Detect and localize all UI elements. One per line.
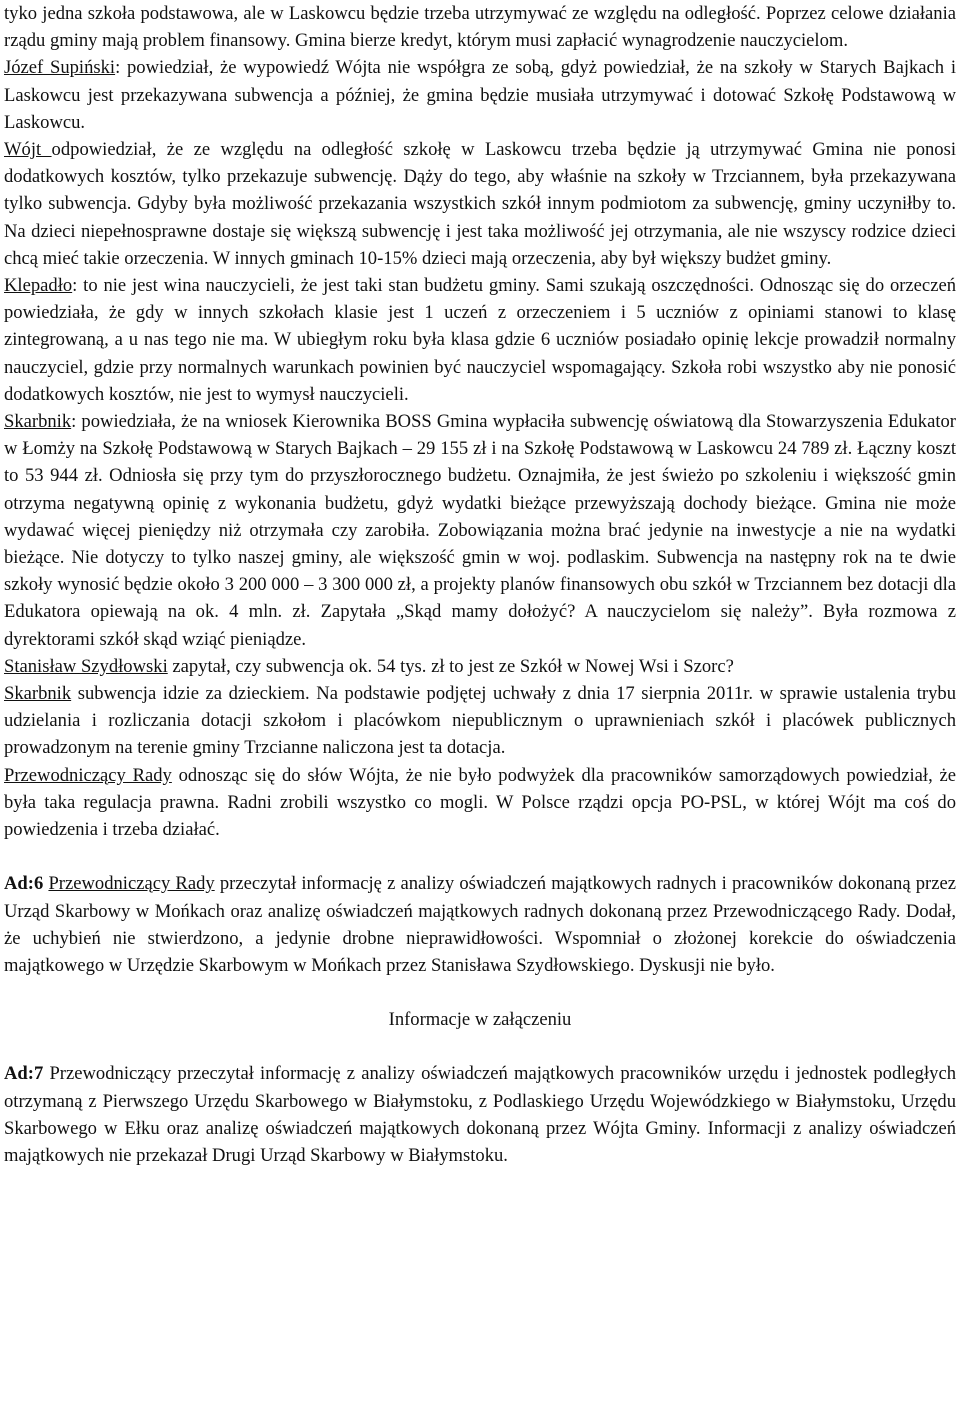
speaker-name: Stanisław Szydłowski [4, 655, 168, 677]
paragraph [4, 408, 956, 653]
paragraph [4, 762, 956, 844]
paragraph-text: : powiedziała, że na wniosek Kierownika BOSS Gmina wypłaciła subwencję oświatową dla Stowarzyszenia Edukator w Łomży na Szkołę Podstawową w Starych Bajkach – 29 155 zł i na Szkołę Podstawową w Laskowcu 24 789 zł. Łączny koszt to 53 944 zł. Odniosła się przy tym do przyszłorocznego budżetu. Oznajmiła, że jest świeżo po szkoleniu i większość gmin otrzyma negatywną opinię z wykonania budżetu, gdyż wydatki bieżące przewyższają dochody bieżące. Gmina nie może wydawać więcej pieniędzy niż otrzymała czy zarobiła. Zobowiązania można brać jedynie na inwestycje a nie na wydatki bieżące. Nie dotyczy to tylko naszej gminy, ale większość gmin w woj. podlaskim. Subwencja na następny rok na te dwie szkoły wynosić będzie około 3 200 000 – 3 300 000 zł, a projekty planów finansowych obu szkół w Trzciannem bez dotacji dla Edukatora opiewają na ok. 4 mln. zł. Zapytała „Skąd mamy dołożyć? A nauczycielom się należy”. Była rozmowa z dyrektorami szkół skąd wziąć pieniądze. [4, 411, 956, 650]
speaker-name: Skarbnik [4, 683, 72, 705]
paragraph-text: : to nie jest wina nauczycieli, że jest taki stan budżetu gminy. Sami szukają oszczędności. Odnosząc się do orzeczeń powiedziała, że gdy w innych szkołach klasie jest 1 uczeń z orzeczeniem i 5 uczniów z opiniami stanowi to klasę zintegrowaną, a u nas tego nie ma. W ubiegłym roku była klasa gdzie 6 uczniów posiadało opinię lekcje prowadził normalny nauczyciel, gdzie przy normalnych warunkach powinien być nauczyciel wspomagający. Szkoła robi wszystko aby nie ponosić dodatkowych kosztów, nie jest to wymysł nauczycieli. [4, 275, 956, 405]
attachment-note: Informacje w załączeniu [388, 1009, 572, 1031]
paragraph-text: tyko jedna szkoła podstawowa, ale w Laskowcu będzie trzeba utrzymywać ze względu na odległość. Poprzez celowe działania rządu gminy mają problem finansowy. Gmina bierze kredyt, którym musi zapłacić wynagrodzenie nauczycielom. [4, 3, 956, 52]
spacer [4, 843, 956, 870]
paragraph [4, 0, 956, 54]
paragraph [4, 653, 956, 680]
paragraph [4, 54, 956, 136]
paragraph [4, 680, 956, 762]
paragraph-text: : powiedział, że wypowiedź Wójta nie współgra ze sobą, gdyż powiedział, że na szkoły w Starych Bajkach i Laskowcu jest przekazywana subwencja a później, że gmina będzie musiała utrzymywać i dotować Szkołę Podstawową w Laskowcu. [4, 57, 957, 133]
agenda-item-7 [4, 1060, 956, 1169]
speaker-name: Skarbnik [4, 411, 72, 433]
spacer [4, 979, 956, 1006]
speaker-name: Wójt [4, 139, 52, 161]
paragraph [4, 272, 956, 408]
paragraph-text: odpowiedział, że ze względu na odległość szkołę w Laskowcu trzeba będzie ją utrzymywać Gmina nie ponosi dodatkowych kosztów, tylko przekazuje subwencję. Dąży do tego, aby właśnie na szkoły w Trzciannem, była przekazywana tylko subwencja. Gdyby była możliwość przekazania wszystkich szkół innym podmiotom za subwencję, gminy uczyniłby to. Na dzieci niepełnosprawne dostaje się większą subwencję i jest taka możliwość jej otrzymania, ale nie wszyscy rodzice dzieci chcą mieć takie orzeczenia. W innych gminach 10-15% dzieci mają orzeczenia, aby był większy budżet gminy. [4, 139, 956, 269]
speaker-name: Przewodniczący Rady [48, 873, 215, 895]
agenda-label: Ad:6 [4, 873, 44, 895]
paragraph-text: Przewodniczący przeczytał informację z analizy oświadczeń majątkowych pracowników urzędu i jednostek podległych otrzymaną z Pierwszego Urzędu Skarbowego w Białymstoku, z Podlaskiego Urzędu Wojewódzkiego w Białymstoku, Urzędu Skarbowego w Ełku oraz analizę oświadczeń majątkowych dokonaną przez Wójta Gminy. Informacji z analizy oświadczeń majątkowych nie przekazał Drugi Urząd Skarbowy w Białymstoku. [4, 1063, 956, 1166]
paragraph [4, 136, 956, 272]
paragraph-text: subwencja idzie za dzieckiem. Na podstawie podjętej uchwały z dnia 17 sierpnia 2011r. w sprawie ustalenia trybu udzielania i rozliczania dotacji szkołom i placówkom niepublicznym o uprawnieniach szkół i placówek publicznych prowadzonym na terenie gminy Trzcianne naliczona jest ta dotacja. [4, 683, 956, 759]
speaker-name: Józef Supiński [4, 57, 116, 79]
speaker-name: Przewodniczący Rady [4, 764, 172, 786]
agenda-label: Ad:7 [4, 1063, 44, 1085]
spacer [4, 1033, 956, 1060]
speaker-name: Klepadło [4, 275, 73, 297]
agenda-item-6 [4, 870, 956, 979]
paragraph-text: zapytał, czy subwencja ok. 54 tys. zł to jest ze Szkół w Nowej Wsi i Szorc? [167, 655, 734, 677]
paragraph-text: odnosząc się do słów Wójta, że nie było podwyżek dla pracowników samorządowych powiedział, że była taka regulacja prawna. Radni zrobili wszystko co mogli. W Polsce rządzi opcja PO-PSL, w której Wójt ma coś do powiedzenia i trzeba działać. [4, 764, 956, 841]
paragraph-text: przeczytał informację z analizy oświadczeń majątkowych radnych i pracowników dokonaną przez Urząd Skarbowy w Mońkach oraz analizę oświadczeń majątkowych radnych dokonaną przez Przewodniczącego Rady. Dodał, że uchybień nie stwierdzono, a jedynie drobne nieprawidłowości. Wspomniał o złożonej korekcie do oświadczenia majątkowego w Urzędzie Skarbowym w Mońkach przez Stanisława Szydłowskiego. Dyskusji nie było. [4, 873, 957, 976]
